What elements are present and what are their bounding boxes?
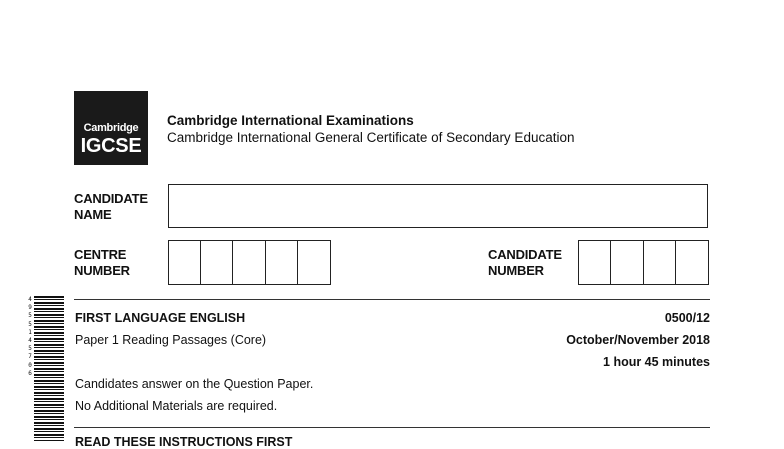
instructions-heading: READ THESE INSTRUCTIONS FIRST [75,435,293,449]
centre-number-label [74,247,130,279]
candidate-number-digit-box[interactable] [676,241,708,284]
exam-session: October/November 2018 [566,333,710,347]
centre-number-digit-box[interactable] [201,241,233,284]
barcode-digits [26,296,34,378]
barcode-digit: 0 [28,361,32,369]
candidate-number-label-line1: CANDIDATE [488,247,562,262]
centre-number-digit-box[interactable] [169,241,201,284]
barcode-digit: 9 [28,304,32,312]
centre-number-label-line2: NUMBER [74,263,130,278]
centre-number-digit-box[interactable] [298,241,330,284]
candidate-name-field[interactable] [168,184,708,228]
logo-text-igcse: IGCSE [80,135,142,157]
paper-title: Paper 1 Reading Passages (Core) [75,333,267,347]
candidate-name-label [74,191,148,223]
logo-text-cambridge: Cambridge [83,122,139,134]
barcode-digit: 5 [28,345,32,353]
candidate-number-digit-box[interactable] [611,241,643,284]
candidate-number-digit-box[interactable] [644,241,676,284]
barcode-digit: 5 [28,312,32,320]
candidate-number-boxes [578,240,709,285]
candidate-name-label-line1: CANDIDATE [74,191,148,206]
candidate-name-label-line2: NAME [74,207,112,222]
section-divider-bottom [74,427,710,428]
exam-board-title: Cambridge International Examinations [167,113,414,128]
section-divider-top [74,299,710,300]
candidate-number-label [488,247,562,279]
centre-number-boxes [168,240,331,285]
barcode-digit: 7 [28,353,32,361]
paper-code: 0500/12 [664,311,710,325]
subject-title: FIRST LANGUAGE ENGLISH [75,311,246,325]
exam-duration: 1 hour 45 minutes [603,355,710,369]
cambridge-igcse-logo [74,91,148,165]
candidate-number-digit-box[interactable] [579,241,611,284]
candidate-number-label-line2: NUMBER [488,263,544,278]
centre-number-digit-box[interactable] [266,241,298,284]
materials-note: No Additional Materials are required. [75,399,278,413]
centre-number-label-line1: CENTRE [74,247,127,262]
certificate-title: Cambridge International General Certificate of Secondary Education [167,130,575,145]
barcode-digit: 5 [28,320,32,328]
barcode [26,296,66,441]
barcode-digit: 6 [28,369,32,377]
centre-number-digit-box[interactable] [233,241,265,284]
barcode-bars [34,296,64,441]
answer-note: Candidates answer on the Question Paper. [75,377,314,391]
barcode-digit: 4 [28,337,32,345]
barcode-digit: 4 [28,296,32,303]
barcode-digit: 1 [28,328,32,336]
